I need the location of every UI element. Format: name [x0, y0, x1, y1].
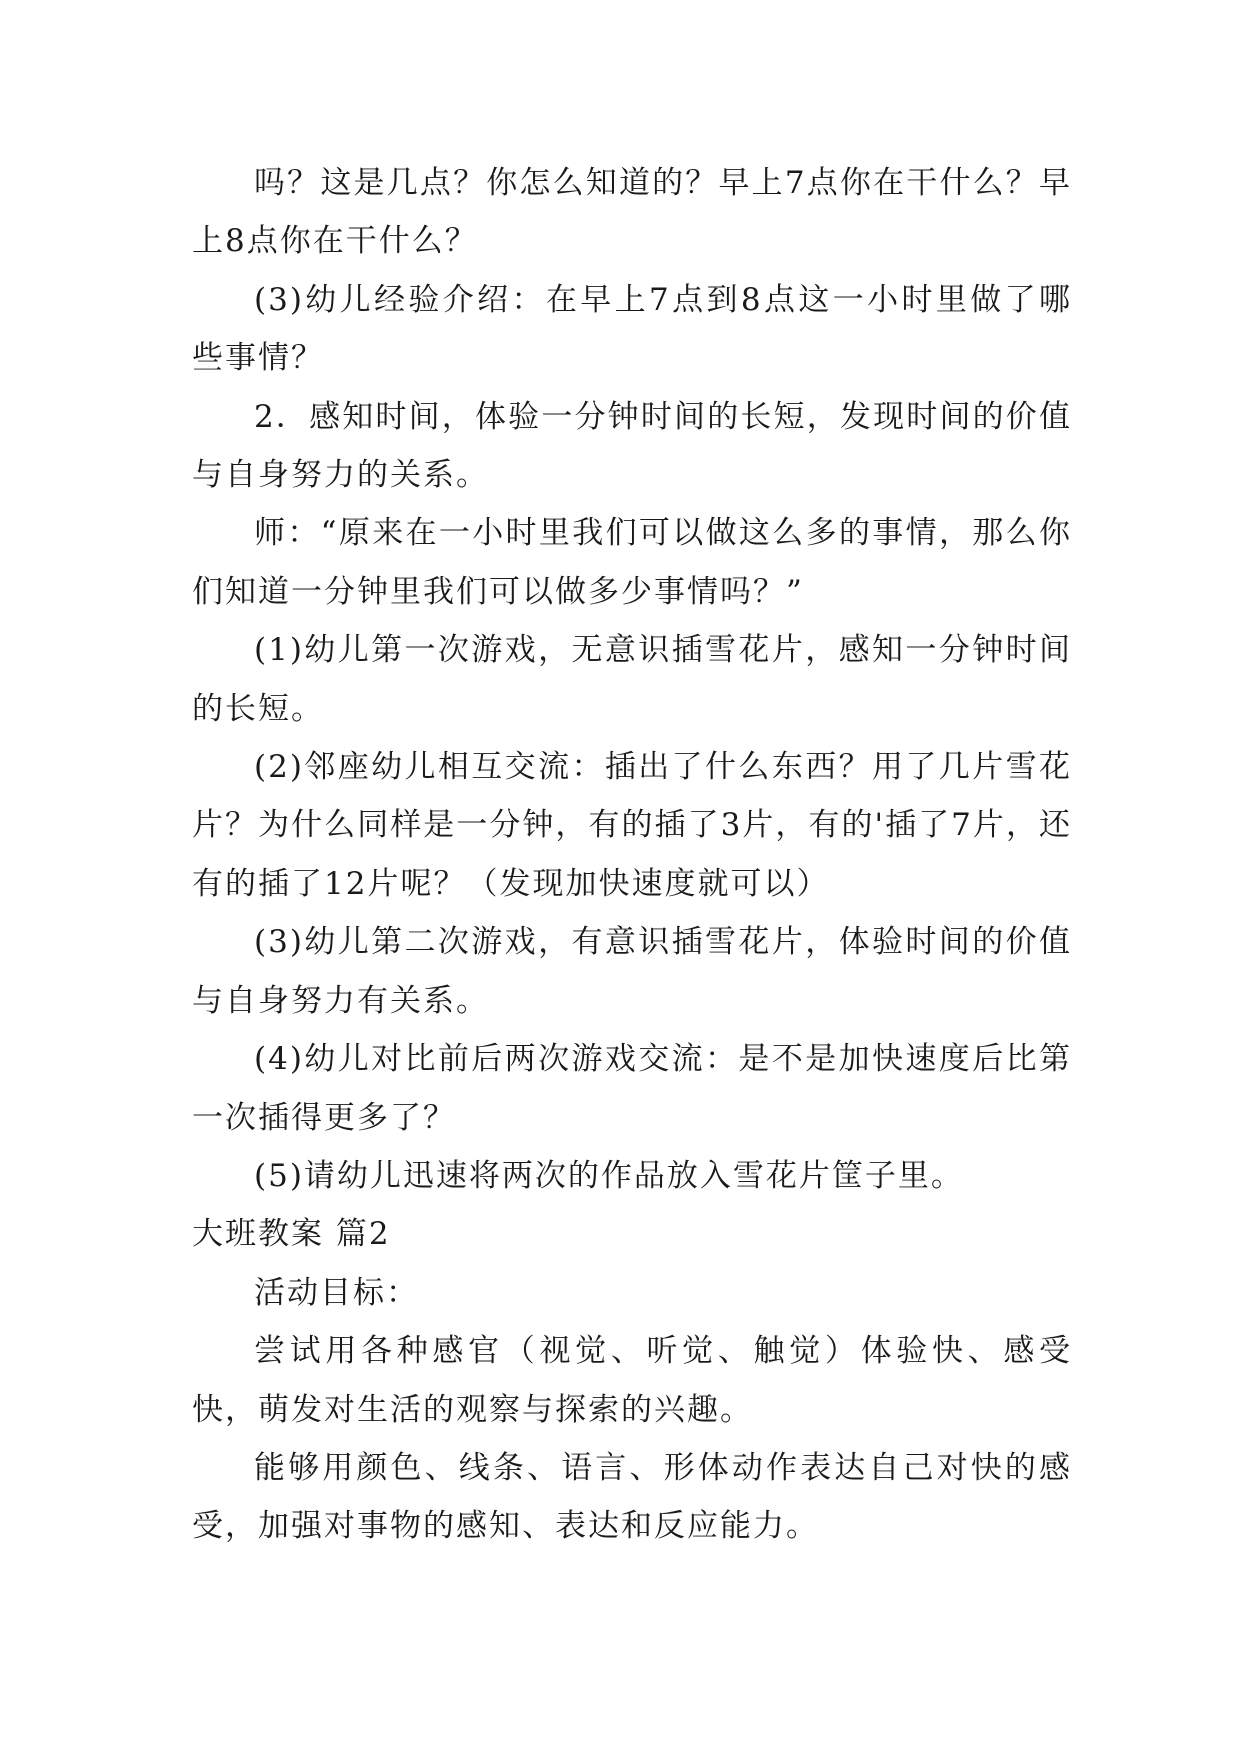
paragraph: (3)幼儿第二次游戏，有意识插雪花片，体验时间的价值与自身努力有关系。 [192, 924, 1072, 1019]
paragraph: (2)邻座幼儿相互交流：插出了什么东西？用了几片雪花片？为什么同样是一分钟，有的插了3片，有的'插了7片，还有的插了12片呢？（发现加快速度就可以） [192, 749, 1072, 902]
paragraph: 尝试用各种感官（视觉、听觉、触觉）体验快、感受快，萌发对生活的观察与探索的兴趣。 [192, 1333, 1072, 1428]
paragraph: 能够用颜色、线条、语言、形体动作表达自己对快的感受，加强对事物的感知、表达和反应能力。 [192, 1449, 1072, 1545]
paragraph: 2．感知时间，体验一分钟时间的长短，发现时间的价值与自身努力的关系。 [192, 398, 1072, 494]
section-heading: 大班教案 篇2 [192, 1216, 391, 1253]
document-body [192, 154, 1072, 1556]
paragraph: 吗？这是几点？你怎么知道的？早上7点你在干什么？早上8点你在干什么？ [192, 165, 1072, 260]
paragraph: 师：“原来在一小时里我们可以做这么多的事情，那么你们知道一分钟里我们可以做多少事情吗？” [192, 515, 1072, 610]
paragraph: (3)幼儿经验介绍：在早上7点到8点这一小时里做了哪些事情？ [192, 281, 1072, 377]
paragraph: (4)幼儿对比前后两次游戏交流：是不是加快速度后比第一次插得更多了？ [192, 1041, 1072, 1136]
paragraph: (5)请幼儿迅速将两次的作品放入雪花片筐子里。 [254, 1157, 964, 1194]
paragraph: 活动目标： [254, 1274, 419, 1311]
paragraph: (1)幼儿第一次游戏，无意识插雪花片，感知一分钟时间的长短。 [192, 632, 1072, 727]
